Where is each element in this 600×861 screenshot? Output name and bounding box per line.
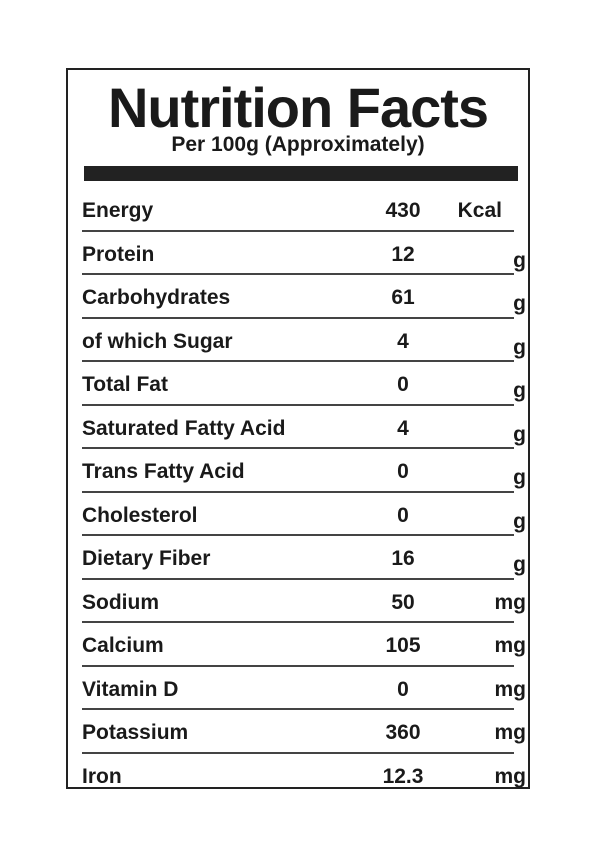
nutrient-row bbox=[82, 406, 526, 450]
nutrient-row bbox=[82, 275, 526, 319]
nutrient-row bbox=[82, 536, 526, 580]
nutrient-value: 430 bbox=[385, 199, 421, 222]
nutrient-unit: g bbox=[513, 422, 526, 446]
nutrient-row bbox=[82, 710, 526, 754]
nutrient-row bbox=[82, 449, 526, 493]
label-subtitle: Per 100g (Approximately) bbox=[171, 133, 425, 156]
nutrient-name: Iron bbox=[82, 764, 122, 788]
nutrient-name: Total Fat bbox=[82, 373, 168, 396]
nutrient-name: Potassium bbox=[82, 721, 189, 744]
nutrient-row bbox=[82, 667, 526, 711]
nutrient-value: 16 bbox=[391, 547, 415, 570]
nutrient-name: Vitamin D bbox=[82, 677, 179, 701]
nutrient-value: 0 bbox=[397, 460, 409, 483]
nutrient-value: 50 bbox=[391, 590, 415, 614]
nutrient-unit: g bbox=[513, 466, 526, 489]
nutrient-name: Dietary Fiber bbox=[82, 547, 211, 570]
nutrient-unit: g bbox=[513, 553, 526, 576]
nutrient-value: 4 bbox=[397, 416, 409, 440]
nutrient-unit: g bbox=[513, 292, 526, 315]
nutrient-unit: g bbox=[513, 248, 526, 272]
nutrient-value: 0 bbox=[397, 373, 409, 396]
nutrient-name: Trans Fatty Acid bbox=[82, 460, 245, 483]
nutrient-name: Calcium bbox=[82, 634, 164, 657]
nutrient-name: Saturated Fatty Acid bbox=[82, 416, 286, 440]
nutrient-value: 105 bbox=[385, 634, 421, 657]
nutrient-row bbox=[82, 623, 526, 667]
nutrient-unit: mg bbox=[494, 590, 526, 614]
nutrient-value: 4 bbox=[397, 329, 409, 353]
nutrient-value: 0 bbox=[397, 677, 409, 701]
nutrient-name: of which Sugar bbox=[82, 329, 233, 353]
nutrient-value: 12.3 bbox=[382, 764, 424, 788]
nutrient-row bbox=[82, 362, 526, 406]
nutrient-value: 61 bbox=[391, 286, 415, 309]
nutrient-row bbox=[82, 580, 526, 624]
nutrient-value: 360 bbox=[385, 721, 421, 744]
nutrient-name: Protein bbox=[82, 242, 155, 266]
nutrient-unit: g bbox=[513, 379, 526, 402]
divider-bar bbox=[84, 166, 518, 181]
nutrient-unit: mg bbox=[494, 634, 526, 657]
nutrient-name: Carbohydrates bbox=[82, 286, 231, 309]
nutrient-unit: mg bbox=[494, 721, 526, 744]
nutrient-name: Cholesterol bbox=[82, 503, 198, 527]
nutrient-name: Energy bbox=[82, 199, 154, 222]
nutrient-row bbox=[82, 319, 526, 363]
nutrient-row bbox=[82, 188, 514, 232]
nutrient-value: 0 bbox=[397, 503, 409, 527]
nutrient-table bbox=[82, 188, 526, 797]
label-title: Nutrition Facts bbox=[107, 76, 489, 139]
nutrient-unit: g bbox=[513, 335, 526, 359]
nutrient-row bbox=[82, 232, 526, 276]
nutrient-unit: Kcal bbox=[457, 199, 502, 222]
nutrient-name: Sodium bbox=[82, 590, 159, 614]
nutrition-facts-label bbox=[66, 68, 530, 789]
nutrient-unit: mg bbox=[494, 764, 526, 788]
nutrient-value: 12 bbox=[391, 242, 415, 266]
nutrient-row bbox=[82, 493, 526, 537]
nutrient-unit: g bbox=[513, 509, 526, 533]
nutrient-unit: mg bbox=[494, 677, 526, 701]
nutrient-row bbox=[82, 754, 526, 798]
